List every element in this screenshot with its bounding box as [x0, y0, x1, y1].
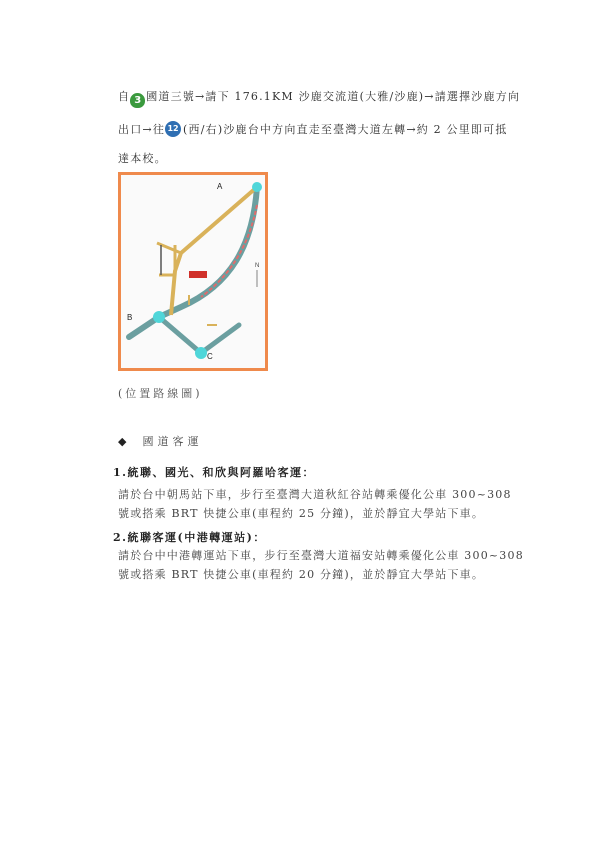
route-line-1-text: 國道三號→請下 176.1KM 沙鹿交流道(大雅/沙鹿)→請選擇沙鹿方向 [146, 90, 521, 103]
route-line-2 [118, 121, 508, 137]
bus1-heading: 1.統聯、國光、和欣與阿羅哈客運： [113, 466, 315, 479]
map-label-c: C [207, 352, 213, 361]
highway-c-route [201, 325, 239, 353]
highway-12-icon: 12 [165, 121, 181, 137]
route-line-1 [118, 88, 520, 108]
map-caption: (位置路線圖) [118, 387, 203, 400]
location-map [118, 172, 268, 371]
route-line-2-suffix: (西/右)沙鹿台中方向直走至臺灣大道左轉→約 2 公里即可抵 [183, 123, 508, 136]
section-title: 國道客運 [142, 435, 203, 448]
bus1-line-1: 請於台中朝馬站下車，步行至臺灣大道秋紅谷站轉乘優化公車 300~308 [118, 488, 512, 501]
section-heading [118, 433, 202, 449]
node-b [153, 311, 165, 323]
bus2-heading: 2.統聯客運(中港轉運站)： [113, 531, 266, 544]
map-drawing [121, 175, 265, 368]
bus1-line-2: 號或搭乘 BRT 快捷公車(車程約 25 分鐘)，並於靜宜大學站下車。 [118, 507, 485, 520]
rail-line [201, 205, 260, 297]
highway-3-icon: 3 [130, 93, 145, 108]
node-c [195, 347, 207, 359]
bus2-line-1: 請於台中中港轉運站下車，步行至臺灣大道福安站轉乘優化公車 300~308 [118, 549, 524, 562]
route-from: 自 [118, 90, 131, 103]
school-marker [189, 271, 207, 278]
map-label-a: A [217, 182, 223, 191]
bus2-line-2: 號或搭乘 BRT 快捷公車(車程約 20 分鐘)，並於靜宜大學站下車。 [118, 568, 485, 581]
diamond-bullet-icon: ◆ [118, 435, 131, 448]
highway-connector [159, 317, 201, 353]
route-line-3: 達本校。 [118, 152, 167, 165]
node-a [252, 182, 262, 192]
north-label: N [255, 263, 260, 269]
route-line-2-prefix: 出口→往 [118, 123, 166, 136]
map-label-b: B [127, 313, 133, 322]
